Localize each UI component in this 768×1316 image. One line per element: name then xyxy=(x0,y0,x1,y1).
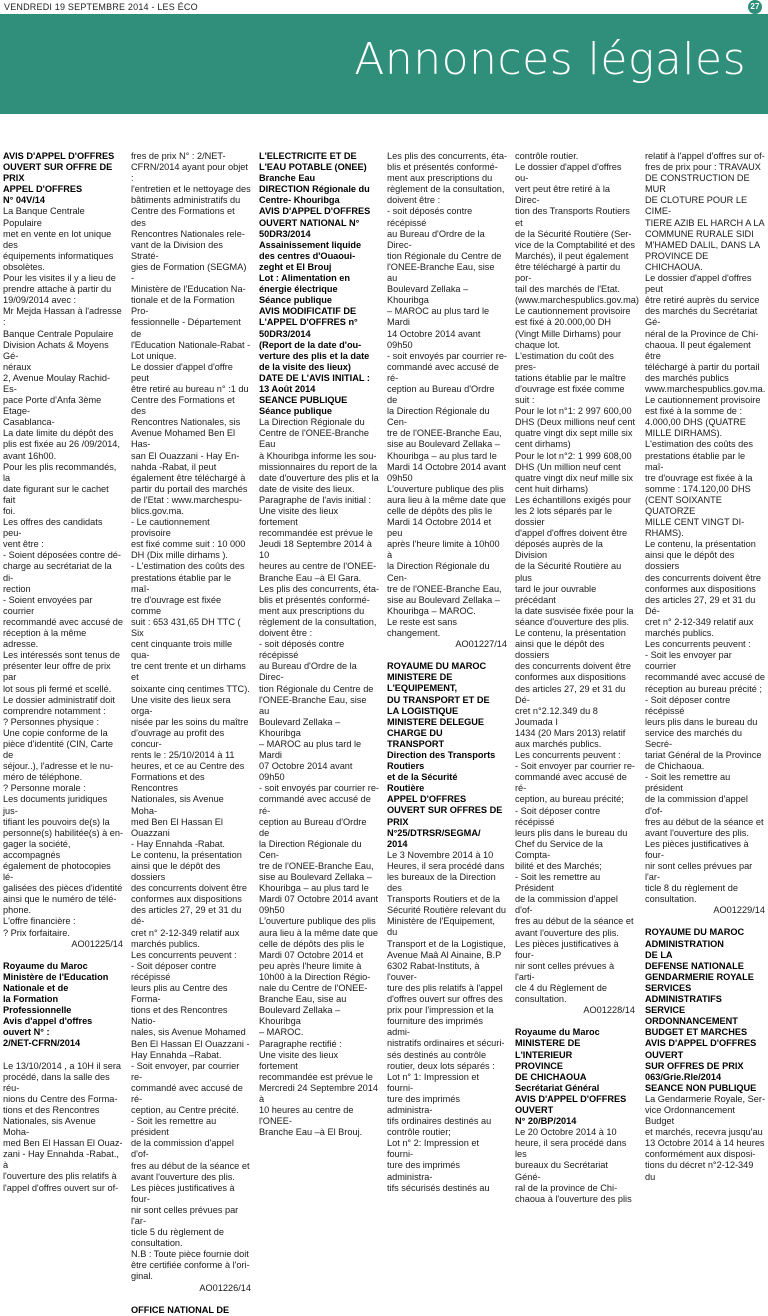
announcement-heading: Royaume du Maroc MINISTERE DE L'INTERIEUR PROVINCE DE CHICHAOUA Secrétariat Général AVIS D'APPEL D'OFFRES OUVERT N° 20/BP/2014 xyxy=(515,1027,627,1127)
announcement-reference: AO01227/14 xyxy=(455,639,507,650)
announcement-spacer xyxy=(645,916,765,927)
announcement-body: La Gendarmerie Royale, Ser- vice Ordonnancement Budget et marchés, recevra jusqu'au 13 Octobre 2014 à 14 heures conformément aux disposi- tions du décret n°2-12-349 du xyxy=(645,1093,766,1182)
section-banner xyxy=(0,14,768,114)
announcement-heading: L'ELECTRICITE ET DE L'EAU POTABLE (ONEE) Branche Eau DIRECTION Régionale du Centre- Khouribga AVIS D'APPEL D'OFFRES OUVERT NATIONAL N° 50DR3/2014 Assainissement liquide des centres d'Ouaoui- zeght et El Brouj Lot : Alimentation en énergie électrique Séance publique AVIS MODIFICATIF DE L'APPEL D'OFFRES n° 50DR3/2014 (Report de la date d'ou- verture des plis et la date de la visite des lieux) DATE DE L'AVIS INITIAL : 13 Août 2014 SEANCE PUBLIQUE Séance publique xyxy=(259,151,371,417)
announcement-spacer xyxy=(131,1294,251,1305)
announcement-body: Les plis des concurrents, éta- blis et présentés conformé- ment aux prescriptions du règlement de la consultation, doivent être : - soit déposés contre récépissé au Bureau d'Ordre de la Direc- tion Régionale du Centre de l'ONEE-Branche Eau, sise au Boulevard Zellaka – Khouribga – MAROC au plus tard le Mardi 14 Octobre 2014 avant 09h50 - soit envoyés par courrier re- commandé avec accusé de ré- ception au Bureau d'Ordre de la Direction Régionale du Cen- tre de l'ONEE-Branche Eau, sise au Boulevard Zellaka – Khouribga – au plus tard le Mardi 14 Octobre 2014 avant 09h50 L'ouverture publique des plis aura lieu à la même date que celle de dépôts des plis le Mardi 14 Octobre 2014 et peu après l'heure limite à 10h00 à la Direction Régionale du Cen- tre de l'ONEE-Branche Eau, sise au Boulevard Zellaka – Khouribga – MAROC. Le reste est sans changement. xyxy=(387,151,508,639)
column-6 xyxy=(645,151,766,1182)
announcement-heading: ROYAUME DU MAROC ADMINISTRATION DE LA DEFENSE NATIONALE GENDARMERIE ROYALE SERVICES ADMINISTRATIFS SERVICE ORDONNANCEMENT BUDGET ET MARCHES AVIS D'APPEL D'OFFRES OUVERT SUR OFFRES DE PRIX 063/Grie.Rle/2014 SEANCE NON PUBLIQUE xyxy=(645,927,757,1093)
announcement-reference: AO01225/14 xyxy=(71,938,123,949)
announcement-heading: OFFICE NATIONAL DE xyxy=(131,1304,230,1315)
announcement-heading: Royaume du Maroc Ministère de l'Education Nationale et de la Formation Professionnelle Avis d'appel d'offres ouvert N° : 2/NET-CFRN/2014 xyxy=(3,960,109,1049)
announcement-body: fres de prix N° : 2/NET- CFRN/2014 ayant pour objet : l'entretien et le nettoyage des bâtiments administratifs du Centre des Formations et des Rencontres Nationales rele- vant de la Division des Straté- gies de Formation (SEGMA) - Ministère de l'Education Na- tionale et de la Formation Pro- fessionnelle - Département de l'Education Nationale-Rabat - Lot unique. Le dossier d'appel d'offre peut être retiré au bureau n° :1 du Centre des Formations et des Rencontres Nationales, sis Avenue Mohamed Ben El Has- san El Ouazzani - Hay En- nahda -Rabat, il peut également être téléchargé à partir du portail des marchés de l'Etat : www.marchespu- blics.gov.ma. - Le cautionnement provisoire est fixé comme suit : 10 000 DH (Dix mille dirhams ). - L'estimation des coûts des prestations établie par le maî- tre d'ouvrage est fixée comme suit : 653 431,65 DH TTC ( Six cent cinquante trois mille qua- tre cent trente et un dirhams et soixante cinq centimes TTC). Une visite des lieux sera orga- nisée par les soins du maître d'ouvrage au profit des concur- rents le : 25/10/2014 à 11 heures, et ce au Centre des Formations et des Rencontres Nationales, sis Avenue Moha- med Ben El Hassan El Ouazzani - Hay Ennahda -Rabat. Le contenu, la présentation ainsi que le dépôt des dossiers des concurrents doivent être conformes aux dispositions des articles 27, 29 et 31 du dé- cret n° 2-12-349 relatif aux marchés publics. Les concurrents peuvent : - Soit déposer contre récépissé leurs plis au Centre des Forma- tions et des Rencontres Natio- nales, sis Avenue Mohamed Ben El Hassan El Ouazzani - Hay Ennahda –Rabat. - Soit envoyer, par courrier re- commandé avec accusé de ré- ception, au Centre précité. - Soit les remettre au président de la commission d'appel d'of- fres au début de la séance et avant l'ouverture des plis. Les pièces justificatives à four- nir sont celles prévues par l'ar- ticle 5 du règlement de consultation. N.B : Toute pièce fournie doit être certifiée conforme à l'ori- ginal. xyxy=(131,151,251,1282)
announcement-body: La Direction Régionale du Centre de l'ONEE-Branche Eau à Khouribga informe les sou- missionnaires du report de la date d'ouverture des plis et la date de visite des lieux. Paragraphe de l'avis initial : Une visite des lieux fortement recommandée est prévue le Jeudi 18 Septembre 2014 à 10 heures au centre de l'ONEE- Branche Eau –à El Gara. Les plis des concurrents, éta- blis et présentés conformé- ment aux prescriptions du règlement de la consultation, doivent être : - soit déposés contre récépissé au Bureau d'Ordre de la Direc- tion Régionale du Centre de l'ONEE-Branche Eau, sise au Boulevard Zellaka – Khouribga – MAROC au plus tard le Mardi 07 Octobre 2014 avant 09h50 - soit envoyés par courrier re- commandé avec accusé de ré- ception au Bureau d'Ordre de la Direction Régionale du Cen- tre de l'ONEE-Branche Eau, sise au Boulevard Zellaka – Khouribga – au plus tard le Mardi 07 Octobre 2014 avant 09h50 L'ouverture publique des plis aura lieu à la même date que celle de dépôts des plis le Mardi 07 Octobre 2014 et peu après l'heure limite à 10h00 à la Direction Régio- nale du Centre de l'ONEE- Branche Eau, sise au Boulevard Zellaka – Khouribga – MAROC. Paragraphe rectifié : Une visite des lieux fortement recommandée est prévue le Mercredi 24 Septembre 2014 à 10 heures au centre de l'ONEE- Branche Eau –à El Brouj. xyxy=(259,417,380,1138)
announcement-spacer xyxy=(515,1016,635,1027)
announcement-reference: AO01228/14 xyxy=(583,1005,635,1016)
announcement-heading: AVIS D'APPEL D'OFFRES OUVERT SUR OFFRE DE PRIX APPEL D'OFFRES N° 04V/14 xyxy=(3,151,115,206)
announcement-reference: AO01226/14 xyxy=(199,1282,251,1293)
column-2 xyxy=(131,151,251,1315)
announcement-spacer xyxy=(3,1050,123,1061)
column-3 xyxy=(259,151,380,1138)
announcement-reference: AO01229/14 xyxy=(713,905,765,916)
announcement-body: relatif à l'appel d'offres sur of- fres de prix pour : TRAVAUX DE CONSTRUCTION DE MUR DE CLOTURE POUR LE CIME- TIERE AZIB EL HARCH A LA COMMUNE RURALE SIDI M'HAMED DALIL, DANS LA PROVINCE DE CHICHAOUA. Le dossier d'appel d'offres peut être retiré auprès du service des marchés du Secrétariat Gé- néral de la Province de Chi- chaoua. Il peut également être téléchargé à partir du portail des marchés publics www.marchespublics.gov.ma. Le cautionnement provisoire est fixé à la somme de : 4.000,00 DHS (QUATRE MILLE DIRHAMS). L'estimation des coûts des prestations établie par le maî- tre d'ouvrage est fixée à la somme : 174.120,00 DHS (CENT SOIXANTE QUATORZE MILLE CENT VINGT DI- RHAMS). Le contenu, la présentation ainsi que le dépôt des dossiers des concurrents doivent être conformes aux dispositions des articles 27, 29 et 31 du Dé- cret n° 2-12-349 relatif aux marchés publics. Les concurrents peuvent : - Soit les envoyer par courrier recommandé avec accusé de réception au bureau précité ; - Soit déposer contre récépissé leurs plis dans le bureau du service des marchés du Secré- tariat Général de la Province de Chichaoua. - Soit les remettre au président de la commission d'appel d'of- fres au début de la séance et avant l'ouverture des plis. Les pièces justificatives à four- nir sont celles prévues par l'ar- ticle 8 du règlement de consultation. xyxy=(645,151,766,905)
announcement-body: contrôle routier. Le dossier d'appel d'offres ou- vert peut être retiré à la Direc- tion des Transports Routiers et de la Sécurité Routière (Ser- vice de la Comptabilité et des Marchés), il peut également être téléchargé à partir du por- tail des marchés de l'Etat. (www.marchespublics.gov.ma) Le cautionnement provisoire est fixé à 20.000,00 DH (Vingt Mille Dirhams) pour chaque lot. L'estimation du coût des pres- tations établie par le maître d'ouvrage est fixée comme suit : Pour le lot n°1: 2 997 600,00 DHS (Deux millions neuf cent quatre vingt dix sept mille six cent dirhams) Pour le lot n°2: 1 999 608,00 DHS (Un million neuf cent quatre vingt dix neuf mille six cent huit dirhams) Les échantillons exigés pour les 2 lots séparés par le dossier d'appel d'offres doivent être déposés auprès de la Division de la Sécurité Routière au plus tard le jour ouvrable précédant la date susvisée fixée pour la séance d'ouverture des plis. Le contenu, la présentation ainsi que le dépôt des dossiers des concurrents doivent être conformes aux dispositions des articles 27, 29 et 31 du Dé- cret n°2.12.349 du 8 Joumada I 1434 (20 Mars 2013) relatif aux marchés publics. Les concurrents peuvent : - Soit envoyer par courrier re- commandé avec accusé de ré- ception, au bureau précité; - Soit déposer contre récépissé leurs plis dans le bureau du Chef du Service de la Compta- bilité et des Marchés; - Soit les remettre au Président de la commission d'appel d'of- fres au début de la séance et avant l'ouverture des plis. Les pièces justificatives à four- nir sont celles prévues à l'arti- cle 4 du Règlement de consultation. xyxy=(515,151,639,1005)
section-title: Annonces légales xyxy=(354,34,746,85)
announcement-spacer xyxy=(3,950,123,961)
page-number: 27 xyxy=(748,0,762,14)
announcement-body: La Banque Centrale Populaire met en vente en lot unique des équipements informatiques obsolètes. Pour les visites il y a lieu de prendre attache à partir du 19/09/2014 avec : Mr Mejda Hassan à l'adresse : Banque Centrale Populaire Division Achats & Moyens Gé- néraux 2, Avenue Moulay Rachid-Es- pace Porte d'Anfa 3ème Etage- Casablanca- La date limite du dépôt des plis est fixée au 26 /09/2014, avant 16h00. Pour les plis recommandés, la date figurant sur le cachet fait foi. Les offres des candidats peu- vent être : - Soient déposées contre dé- charge au secrétariat de la di- rection - Soient envoyées par courrier recommandé avec accusé de réception à la même adresse. Les intéressés sont tenus de présenter leur offre de prix par lot sous pli fermé et scellé. Le dossier administratif doit comprendre notamment : ? Personnes physique : Une copie conforme de la pièce d'identité (CIN, Carte de séjour..), l'adresse et le nu- méro de téléphone. ? Personne morale : Les documents juridiques jus- tifiant les pouvoirs de(s) la personne(s) habilitée(s) à en- gager la société, accompagnés également de photocopies lé- galisées des pièces d'identité ainsi que le numéro de télé- phone. L'offre financière : ? Prix forfaitaire. xyxy=(3,206,124,938)
column-1 xyxy=(3,151,124,1193)
announcement-body: Le 13/10/2014 , a 10H il sera procédé, dans la salle des réu- nions du Centre des Forma- tions et des Rencontres Nationales, sis Avenue Moha- med Ben El Hassan El Ouaz- zani - Hay Ennahda -Rabat., à l'ouverture des plis relatifs à l'appel d'offres ouvert sur of- xyxy=(3,1060,123,1193)
top-line xyxy=(0,0,768,14)
announcement-body: Le 3 Novembre 2014 à 10 Heures, il sera procédé dans les bureaux de la Direction des Transports Routiers et de la Sécurité Routière relevant du Ministère de l'Equipement, du Transport et de la Logistique, Avenue Maâ Al Ainaine, B.P 6302 Rabat-Instituts, à l'ouver- ture des plis relatifs à l'appel d'offres ouvert sur offres des prix pour l'impression et la fourniture des imprimés admi- nistratifs ordinaires et sécuri- sés destinés au contrôle routier, deux lots séparés : Lot n° 1: Impression et fourni- ture des imprimés administra- tifs ordinaires destinés au contrôle routier; Lot n° 2: Impression et fourni- ture des imprimés administra- tifs sécurisés destinés au xyxy=(387,849,506,1193)
announcement-body: Le 20 Octobre 2014 à 10 heure, il sera procédé dans les bureaux du Secrétariat Géné- ral de la province de Chi- chaoua à l'ouverture des plis xyxy=(515,1127,632,1204)
column-5 xyxy=(515,151,639,1204)
announcement-heading: ROYAUME DU MAROC MINISTERE DE L'EQUIPEMENT, DU TRANSPORT ET DE LA LOGISTIQUE MINISTERE DELEGUE CHARGE DU TRANSPORT Direction des Transports Routiers et de la Sécurité Routière APPEL D'OFFRES OUVERT SUR OFFRES DE PRIX N°25/DTRSR/SEGMA/ 2014 xyxy=(387,661,503,849)
announcement-columns xyxy=(0,151,768,1315)
column-4 xyxy=(387,151,508,1193)
announcement-spacer xyxy=(387,650,507,661)
issue-date: VENDREDI 19 SEPTEMBRE 2014 - LES ÉCO xyxy=(4,2,198,12)
